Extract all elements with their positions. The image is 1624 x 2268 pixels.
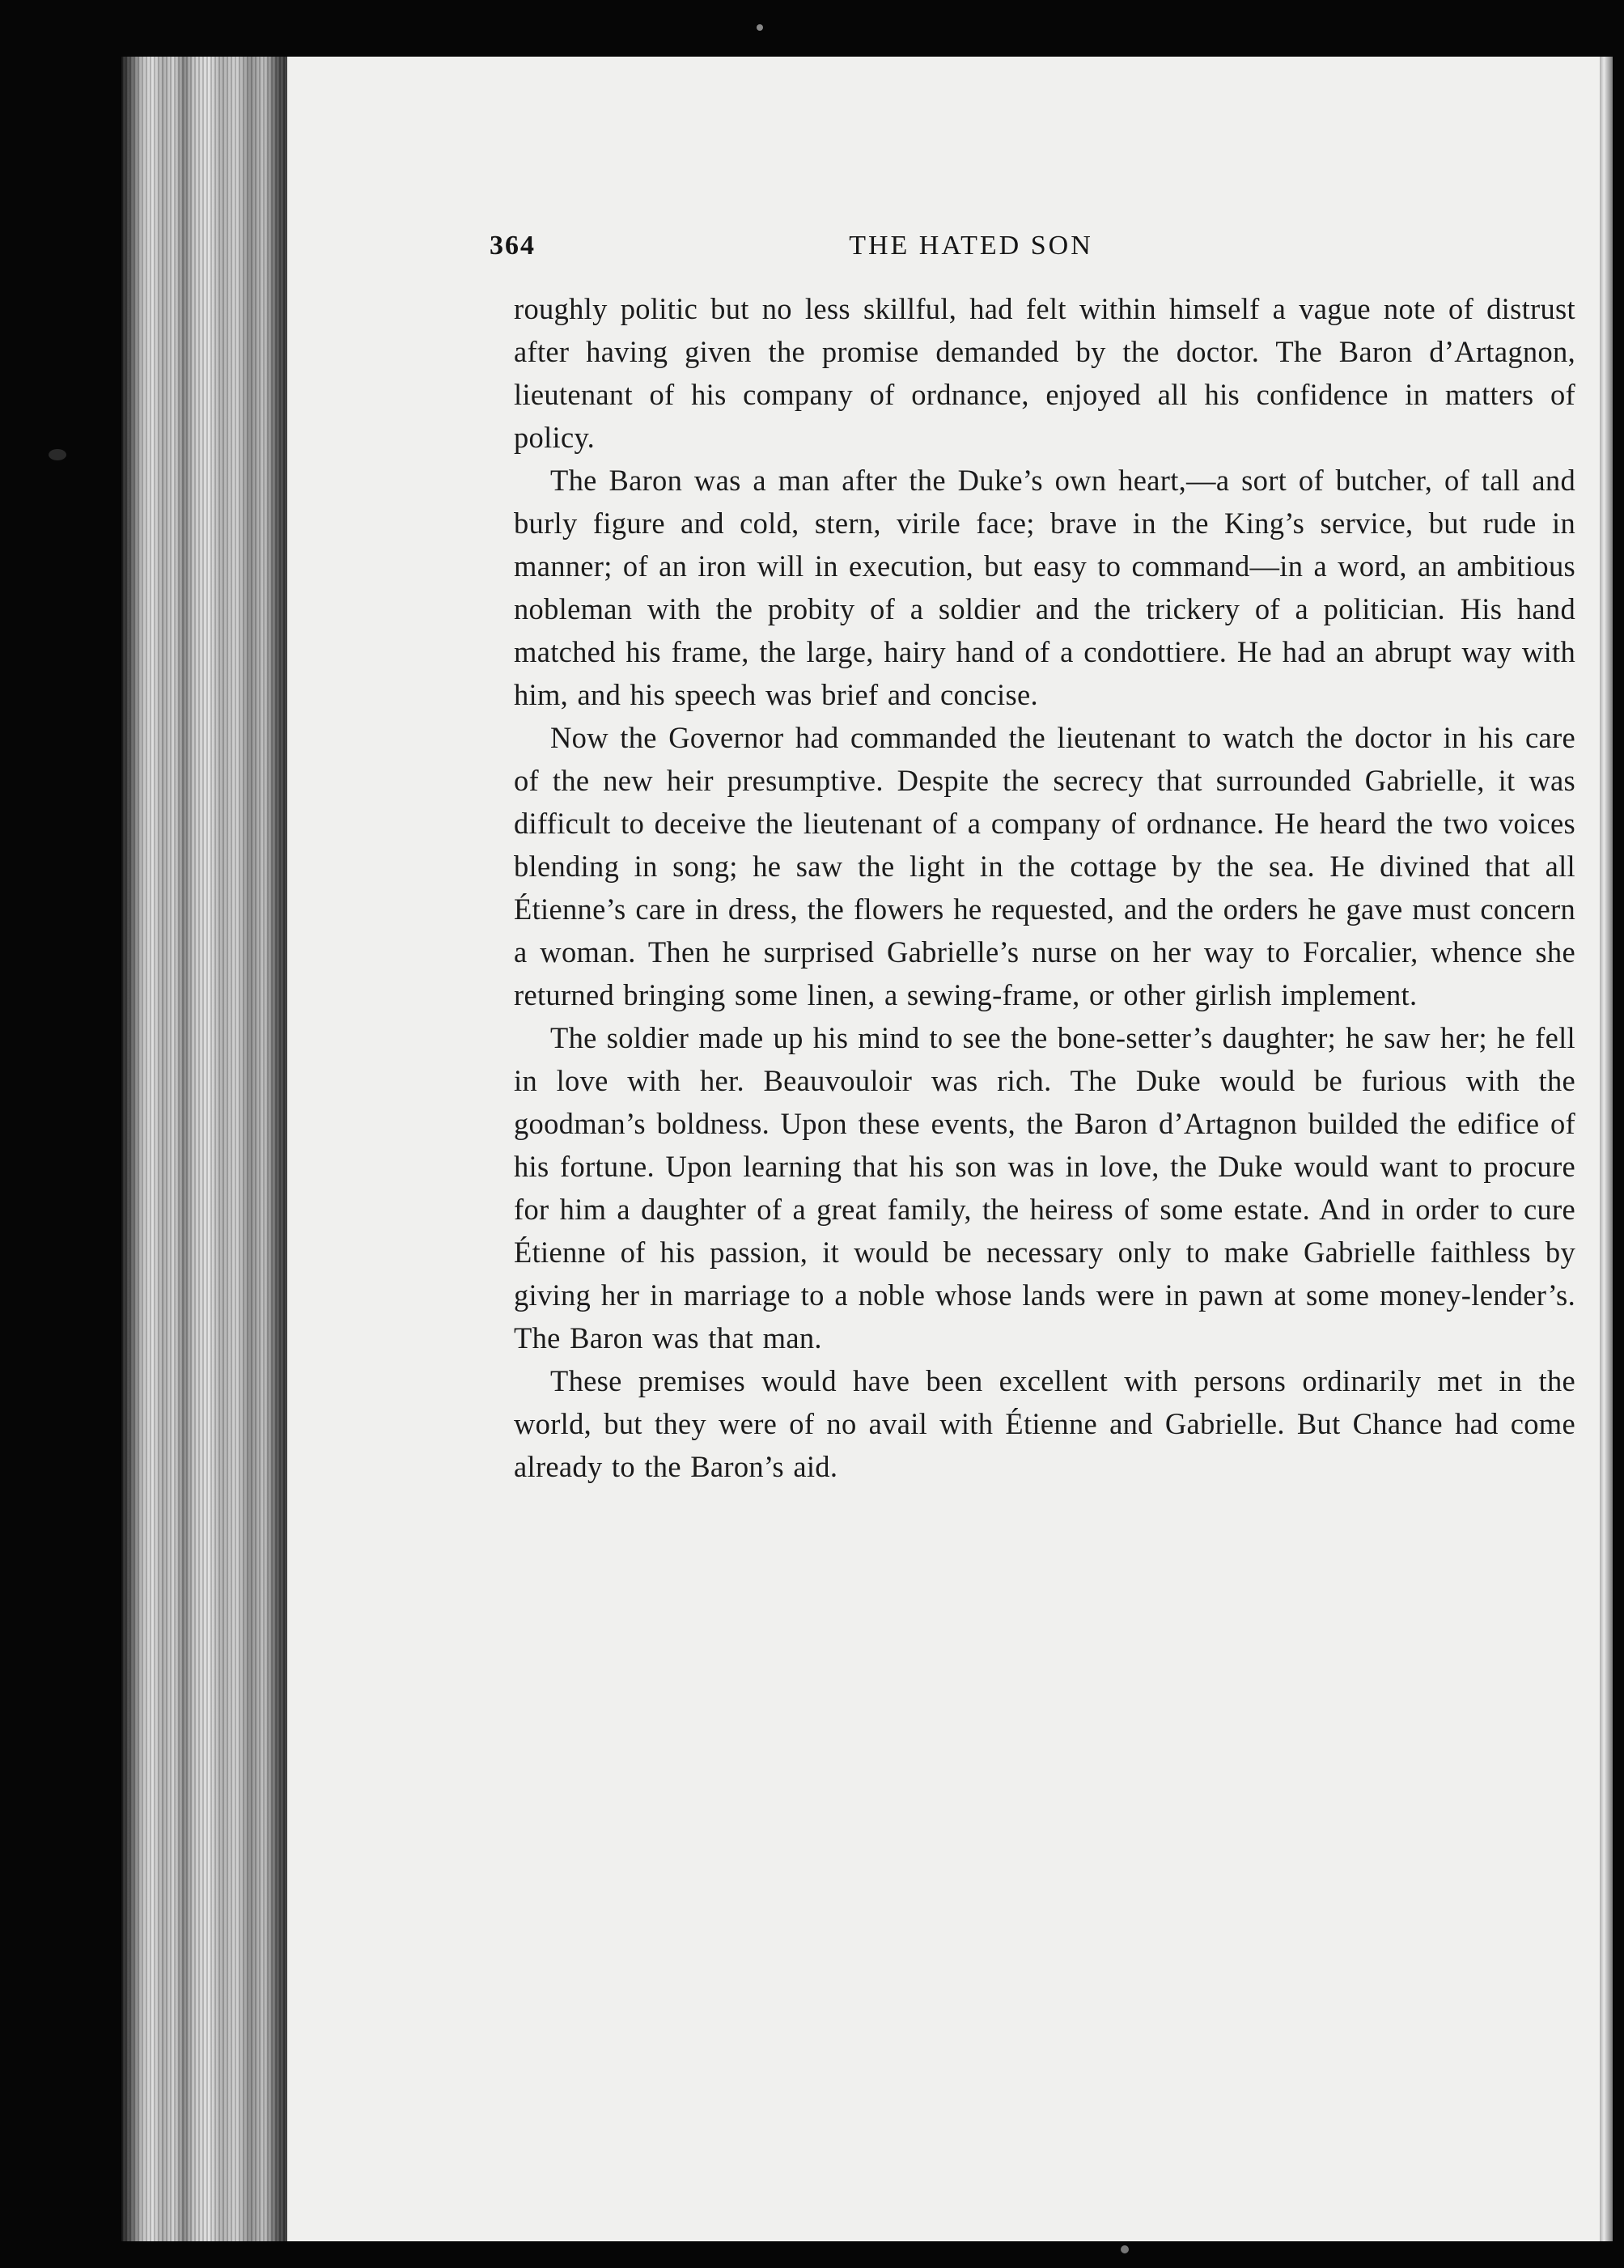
paragraph-2: The Baron was a man after the Duke’s own heart,—a sort of butcher, of tall and burly figure and cold, stern, virile face; brave in the King’s service, but rude in manner; of an iron will in execution, but easy to command—in a word, an ambitious nobleman with the probity of a soldier and the trickery of a politician. His hand matched his frame, the large, hairy hand of a condottiere. He had an abrupt way with him, and his speech was brief and concise.	[514, 464, 1575, 711]
paragraph-4: The soldier made up his mind to see the bone-setter’s daughter; he saw her; he fell in love with her. Beauvouloir was rich. The Duke would be furious with the goodman’s boldness. Upon these events, the Baron d’Artagnon builded the edifice of his fortune. Upon learning that his son was in love, the Duke would want to procure for him a daughter of a great family, the heiress of some estate. And in order to cure Étienne of his passion, it would be necessary only to make Gabrielle faithless by giving her in marriage to a noble whose lands were in pawn at some money-lender’s. The Baron was that man.	[514, 1021, 1575, 1354]
scan-speck	[757, 24, 763, 31]
scan-speck	[1121, 2245, 1129, 2253]
paragraph-3: Now the Governor had commanded the lieutenant to watch the doctor in his care of the new heir presumptive. Despite the secrecy that surrounded Gabrielle, it was difficult to deceive the lieutenant of a company of ordnance. He heard the two voices blending in song; he saw the light in the cottage by the sea. He divined that all Étienne’s care in dress, the flowers he requested, and the orders he gave must concern a woman. Then he surprised Gabrielle’s nurse on her way to Forcalier, whence she returned bringing some linen, a sewing-frame, or other girlish implement.	[514, 721, 1575, 1011]
page-edge-right	[1598, 57, 1613, 2241]
paragraph-1: roughly politic but no less skillful, had felt within himself a vague note of distrust after having given the promise demanded by the doctor. The Baron d’Artagnon, lieutenant of his company of ordnance, enjoyed all his confidence in matters of policy.	[514, 292, 1575, 454]
scan-speck	[49, 449, 66, 460]
book-spine-edge	[121, 57, 295, 2241]
book-page	[287, 57, 1600, 2241]
running-head	[490, 231, 1452, 271]
page-number: 364	[490, 231, 536, 261]
body-text	[514, 287, 1575, 1488]
paragraph-5: These premises would have been excellent with persons ordinarily met in the world, but they were of no avail with Étienne and Gabrielle. But Chance had come already to the Baron’s aid.	[514, 1364, 1575, 1483]
running-title: THE HATED SON	[849, 231, 1093, 261]
